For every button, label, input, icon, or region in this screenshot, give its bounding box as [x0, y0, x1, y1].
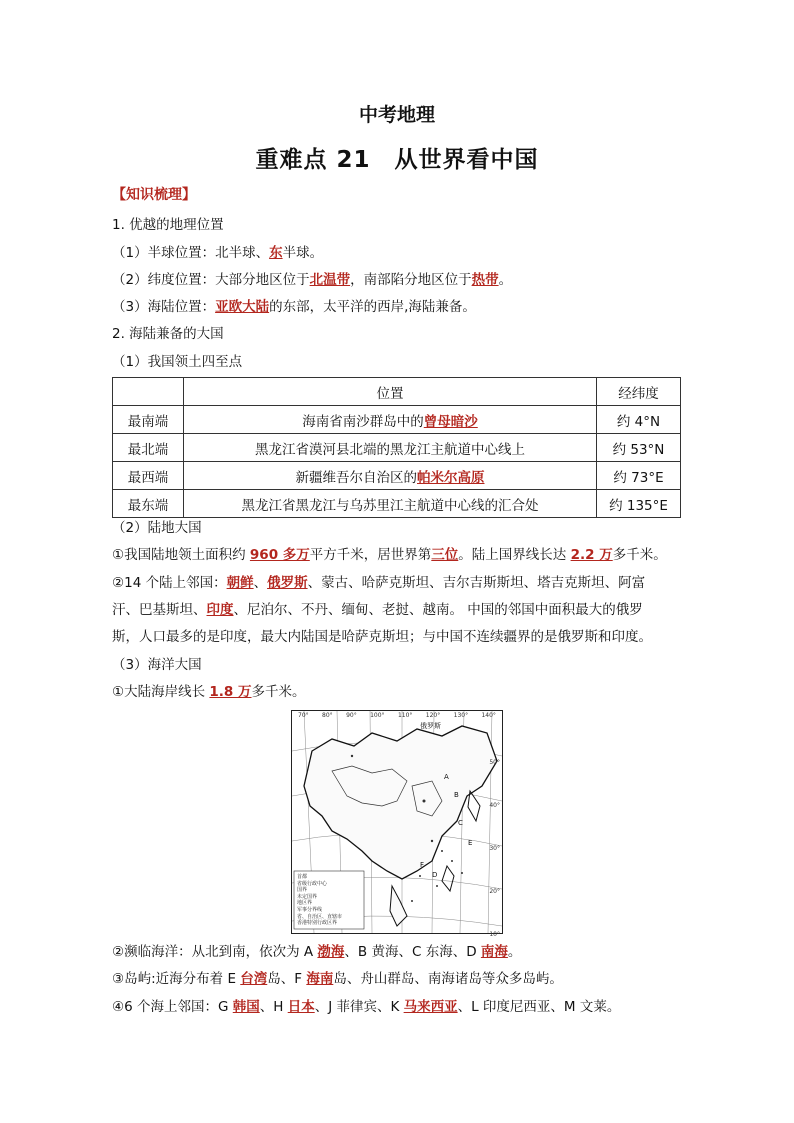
answer: 热带: [471, 272, 499, 288]
seas-line: ②濒临海洋：从北到南，依次为 A 渤海、B 黄海、C 东海、D 南海。: [112, 944, 522, 960]
land-neighbors-line1: ②14 个陆上邻国：朝鲜、俄罗斯、蒙古、哈萨克斯坦、吉尔吉斯斯坦、塔吉克斯坦、阿富: [112, 575, 646, 591]
land-neighbors-line2: 汗、巴基斯坦、印度、尼泊尔、不丹、缅甸、老挝、越南。 中国的邻国中面积最大的俄罗: [112, 602, 643, 618]
map-lat-labels: 50° 40° 30° 20° 10°: [489, 759, 500, 938]
table-row: [113, 490, 681, 518]
s2-sub3: （3）海洋大国: [112, 657, 202, 673]
row-coord: 约 53°N: [597, 434, 681, 462]
s1-heading: 1. 优越的地理位置: [112, 217, 224, 233]
row-coord: 约 73°E: [597, 462, 681, 490]
page-title: 重难点 21 从世界看中国: [255, 147, 539, 173]
coastline-line: ①大陆海岸线长 1.8 万多千米。: [112, 684, 306, 700]
row-position: 黑龙江省漠河县北端的黑龙江主航道中心线上: [184, 434, 597, 462]
row-name: 最东端: [113, 490, 184, 518]
map-country-label: 俄罗斯: [420, 722, 441, 730]
table-row: [113, 462, 681, 490]
china-map: [291, 710, 503, 938]
row-position: 新疆维吾尔自治区的帕米尔高原: [184, 462, 597, 490]
land-neighbors-line3: 斯，人口最多的是印度，最大内陆国是哈萨克斯坦；与中国不连续疆界的是俄罗斯和印度。: [112, 629, 652, 645]
table-header: 位置: [184, 378, 597, 406]
map-top-labels: 70° 80° 90° 100° 110° 120° 130° 140°: [298, 712, 496, 719]
answer: 亚欧大陆: [215, 299, 270, 315]
row-coord: 约 4°N: [597, 406, 681, 434]
map-legend: 首都 省级行政中心 国界 未定国界 地区界 军事分界线 省、自治区、直辖市 香港特别行政区界: [297, 874, 343, 927]
land-area-line: ①我国陆地领土面积约 960 多万平方千米，居世界第三位。陆上国界线长达 2.2 万多千米。: [112, 547, 667, 563]
table-row: [113, 406, 681, 434]
table-row: [113, 434, 681, 462]
table-header: [113, 378, 184, 406]
row-name: 最北端: [113, 434, 184, 462]
sea-land-line: （3）海陆位置：亚欧大陆的东部，太平洋的西岸,海陆兼备。: [112, 299, 476, 315]
subject-title: 中考地理: [358, 104, 435, 126]
row-name: 最西端: [113, 462, 184, 490]
table-header: 经纬度: [597, 378, 681, 406]
answer: 北温带: [309, 272, 351, 288]
map-letter-d: D: [432, 871, 438, 879]
s2-sub2: （2）陆地大国: [112, 520, 202, 536]
answer: 东: [269, 245, 283, 261]
extreme-points-table: [112, 377, 681, 518]
row-position: 黑龙江省黑龙江与乌苏里江主航道中心线的汇合处: [184, 490, 597, 518]
s2-sub1: （1）我国领土四至点: [112, 354, 243, 370]
row-position: 海南省南沙群岛中的曾母暗沙: [184, 406, 597, 434]
map-letter-f: F: [420, 861, 425, 869]
section-label: 【知识梳理】: [112, 187, 196, 203]
map-letter-a: A: [444, 773, 449, 781]
table-header-row: [113, 378, 681, 406]
hemisphere-line: （1）半球位置：北半球、东半球。: [112, 245, 324, 261]
sea-neighbors-line: ④6 个海上邻国：G 韩国、H 日本、J 菲律宾、K 马来西亚、L 印度尼西亚、M 文莱。: [112, 999, 621, 1015]
map-letter-e: E: [468, 839, 473, 847]
islands-line: ③岛屿:近海分布着 E 台湾岛、F 海南岛、舟山群岛、南海诸岛等众多岛屿。: [112, 971, 563, 987]
s2-heading: 2. 海陆兼备的大国: [112, 326, 224, 342]
map-letter-b: B: [454, 791, 459, 799]
row-name: 最南端: [113, 406, 184, 434]
row-coord: 约 135°E: [597, 490, 681, 518]
map-letter-c: C: [458, 819, 463, 827]
latitude-line: （2）纬度位置：大部分地区位于北温带，南部陷分地区位于热带。: [112, 272, 513, 288]
